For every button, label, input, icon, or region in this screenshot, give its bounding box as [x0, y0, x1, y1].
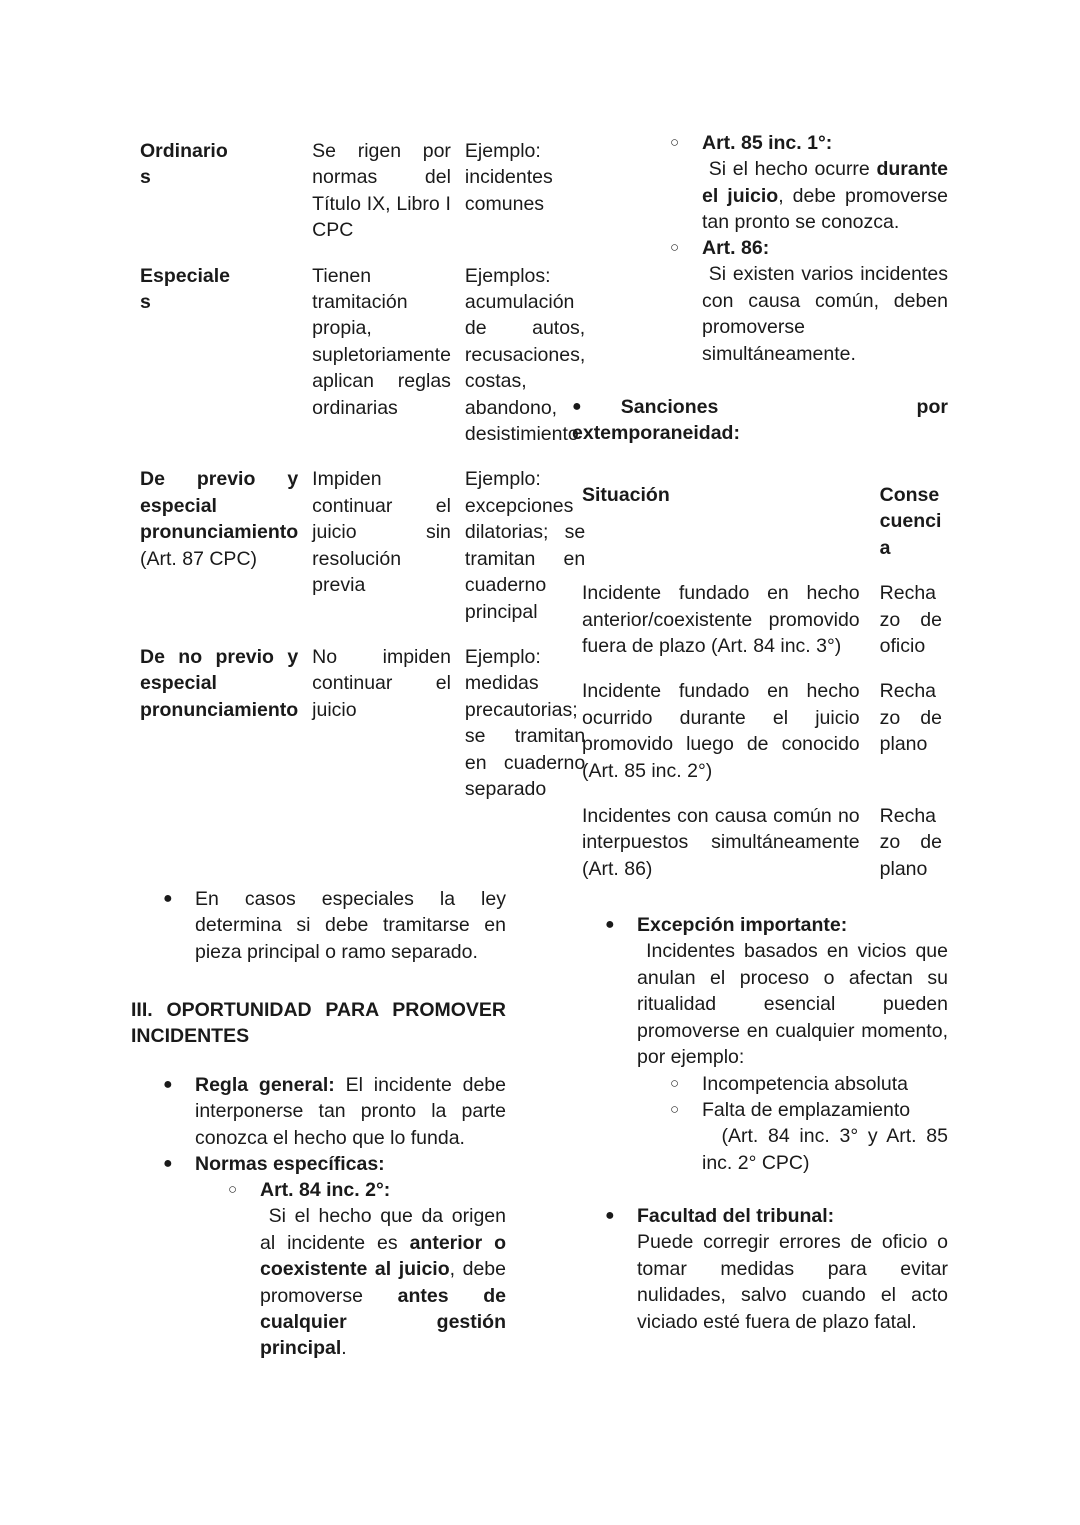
type-description: Se rigen por normas del Título IX, Libro I CPC	[312, 140, 451, 242]
type-description: Impiden continuar el juicio sin resolución previa	[312, 468, 451, 597]
table-row	[140, 138, 585, 263]
article-title: Art. 84 inc. 2°:	[260, 1179, 391, 1201]
type-example: Ejemplos: acumulación de autos, recusaciones, costas, abandono, desistimiento	[464, 264, 586, 446]
sub-list-item	[670, 1097, 949, 1176]
list-item-normas	[163, 1151, 507, 1177]
section-heading: III. OPORTUNIDAD PARA PROMOVER INCIDENTES	[131, 999, 506, 1048]
circle-bullet-icon: ○	[670, 134, 680, 151]
sanctions-table	[582, 482, 942, 901]
regla-general-text: El incidente debe interponerse tan pronto la parte conozca el hecho que lo funda.	[195, 1074, 506, 1149]
consecuencia-cell: Rechazo de plano	[879, 680, 942, 756]
list-item-regla-general	[163, 1072, 507, 1151]
facultad-text: Puede corregir errores de oficio o tomar medidas para evitar nulidades, salvo cuando el acto viciado esté fuera de plazo fatal.	[637, 1231, 948, 1333]
circle-bullet-icon: ○	[670, 1101, 680, 1118]
excepcion-item: Incompetencia absoluta	[702, 1073, 908, 1095]
circle-bullet-icon: ○	[670, 239, 680, 256]
type-name: Ordinario	[140, 140, 228, 162]
type-name-cont: s	[140, 291, 151, 314]
excepcion-item: Falta de emplazamiento	[702, 1099, 911, 1121]
table-row	[582, 678, 942, 803]
excepcion-text: Incidentes basados en vicios que anulan el proceso o afectan su ritualidad esencial pueden promoverse en cualquier momento, por ejemplo:	[637, 940, 948, 1069]
bullet-icon: ●	[605, 916, 615, 933]
sanciones-heading: ● Sanciones por extemporaneidad:	[572, 396, 948, 445]
consecuencia-cell: Rechazo de plano	[879, 805, 942, 880]
situacion-cell: Incidentes con causa común no interpuestos simultáneamente (Art. 86)	[582, 805, 860, 880]
table-row	[140, 263, 585, 467]
table-header-row	[582, 482, 942, 580]
type-description: No impiden continuar el juicio	[312, 645, 451, 721]
type-example: Ejemplo: excepciones dilatorias; se tramitan en cuaderno principal	[464, 468, 586, 623]
type-name: De previo y especial pronunciamiento	[140, 468, 299, 544]
excepcion-reference: (Art. 84 inc. 3° y Art. 85 inc. 2° CPC)	[702, 1125, 948, 1174]
bullet-icon: ●	[572, 398, 582, 415]
bullet-icon: ●	[163, 1155, 173, 1172]
bullet-icon: ●	[163, 890, 173, 907]
type-name-cont: s	[140, 166, 151, 189]
type-article: (Art. 87 CPC)	[140, 547, 258, 570]
type-description: Tienen tramitación propia, supletoriamente aplican reglas ordinarias	[312, 264, 451, 419]
column-header-situacion: Situación	[582, 484, 670, 506]
excepcion-label: Excepción importante:	[637, 914, 848, 936]
circle-bullet-icon: ○	[228, 1181, 238, 1198]
sub-list-item-art84: ○ Art. 84 inc. 2°: Si el hecho que da origen al incidente es anterior o coexistente al juicio, debe promoverse antes de cualquier gestión principal.	[228, 1177, 507, 1362]
situacion-cell: Incidente fundado en hecho ocurrido durante el juicio promovido luego de conocido (Art. 85 inc. 2°)	[582, 680, 860, 782]
type-example: Ejemplo: medidas precautorias; se tramitan en cuaderno separado	[464, 645, 586, 800]
list-item	[163, 886, 507, 965]
facultad-label: Facultad del tribunal:	[637, 1205, 835, 1227]
sub-list-item	[670, 1071, 949, 1097]
special-cases-note: En casos especiales la ley determina si debe tramitarse en pieza principal o ramo separado.	[195, 888, 506, 963]
incident-types-table	[140, 138, 585, 821]
bullet-icon: ●	[163, 1076, 173, 1093]
article-title: Art. 86:	[702, 237, 770, 259]
regla-general-label: Regla general:	[195, 1074, 335, 1096]
article-title: Art. 85 inc. 1°:	[702, 132, 833, 154]
normas-label: Normas específicas:	[195, 1153, 385, 1175]
situacion-cell: Incidente fundado en hecho anterior/coexistente promovido fuera de plazo (Art. 84 inc. 3°)	[582, 582, 860, 658]
table-row	[582, 803, 942, 901]
table-row	[140, 644, 585, 821]
list-item-facultad	[605, 1203, 949, 1335]
type-example: Ejemplo: incidentes comunes	[464, 140, 553, 215]
consecuencia-cell: Rechazo de oficio	[879, 582, 942, 658]
table-row	[582, 580, 942, 678]
circle-bullet-icon: ○	[670, 1075, 680, 1092]
sub-list-item-art85: ○ Art. 85 inc. 1°: Si el hecho ocurre durante el juicio, debe promoverse tan pronto se conozca.	[670, 130, 949, 236]
table-row	[140, 466, 585, 643]
sub-list-item-art86: ○ Art. 86: Si existen varios incidentes con causa común, deben promoverse simultáneamente.	[670, 235, 949, 367]
type-name: De no previo y especial pronunciamiento	[140, 645, 299, 721]
bullet-icon: ●	[605, 1207, 615, 1224]
type-name: Especiale	[140, 264, 230, 287]
column-header-consecuencia: Consecuencia	[879, 484, 942, 559]
list-item-excepcion	[605, 912, 949, 1070]
